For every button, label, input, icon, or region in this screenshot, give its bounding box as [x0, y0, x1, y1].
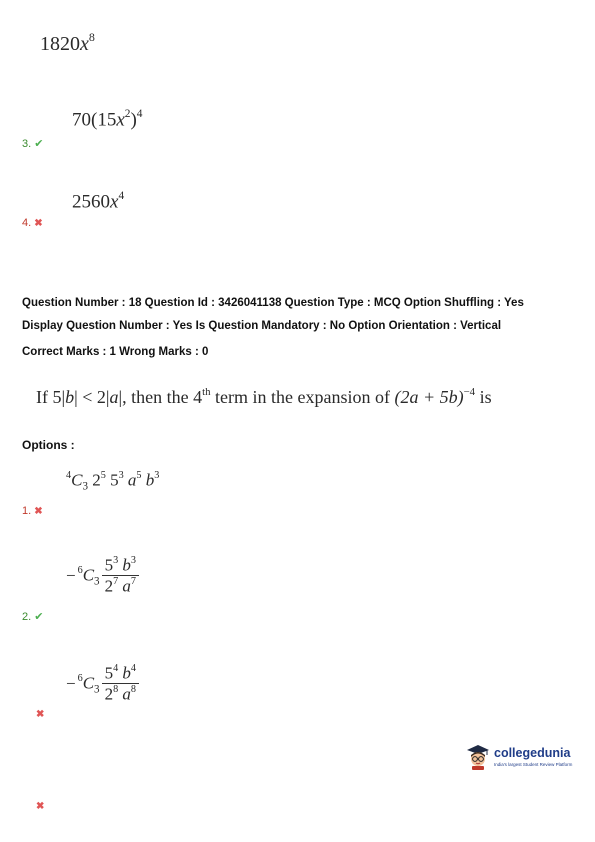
question-meta-line-1: Question Number : 18 Question Id : 3426041138 Question Type : MCQ Option Shuffling : Yes: [22, 297, 524, 309]
cross-icon: ✖: [36, 801, 45, 812]
prev-option-3-expression: $70(15x^2)^4$: [72, 108, 143, 131]
check-icon: ✔: [34, 138, 44, 150]
question-stem: If 5|b| < 2|a|, then the 4th term in the expansion of $(2a + 5b)^{-4}$ is: [36, 386, 492, 408]
cross-icon: ✖: [34, 505, 43, 517]
option-3-expression: − $^6C_3$ $\frac{5^4 b^4}{2^8 a^8}$: [66, 664, 141, 704]
prev-option-4-expression: $2560x^4$: [72, 190, 125, 213]
cross-icon: ✖: [34, 217, 43, 229]
option-3-number: [36, 709, 44, 720]
collegedunia-logo: collegedunia India's largest Student Review Platform: [466, 744, 572, 770]
option-1-expression: $^4C_3$ $2^5$ $5^3$ $a^5$ $b^3$: [66, 470, 160, 493]
option-4-number: [36, 801, 44, 812]
check-icon: ✔: [34, 611, 44, 623]
options-label: Options :: [22, 438, 75, 452]
question-meta-line-2: Display Question Number : Yes Is Question Mandatory : No Option Orientation : Vertical: [22, 320, 502, 332]
question-meta-line-3: Correct Marks : 1 Wrong Marks : 0: [22, 346, 209, 358]
prev-option-expression: $1820x^8$: [40, 30, 95, 55]
prev-option-3-number: 3. ✔: [22, 137, 44, 150]
cross-icon: ✖: [36, 709, 45, 720]
option-3-fraction: $\frac{5^4 b^4}{2^8 a^8}$: [102, 664, 139, 704]
logo-mascot-icon: [466, 744, 490, 770]
option-2-fraction: $\frac{5^3 b^3}{2^7 a^7}$: [102, 556, 139, 596]
prev-option-4-number: 4. ✖: [22, 217, 43, 229]
option-2-expression: − $^6C_3$ $\frac{5^3 b^3}{2^7 a^7}$: [66, 556, 141, 596]
option-1-number: 1. ✖: [22, 505, 43, 517]
option-2-number: 2. ✔: [22, 610, 44, 623]
